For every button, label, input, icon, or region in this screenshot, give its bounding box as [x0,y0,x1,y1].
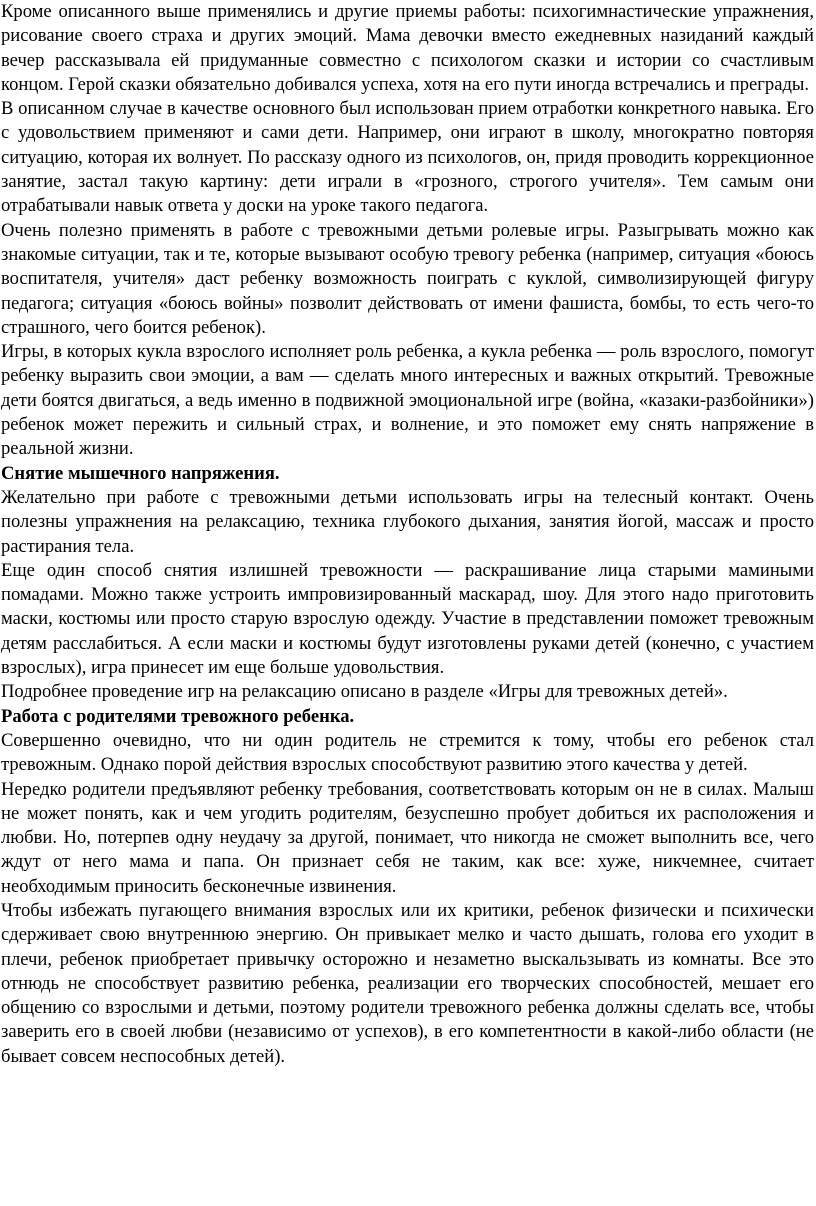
heading-muscle-tension: Снятие мышечного напряжения. [1,462,280,484]
paragraph-child-restraint: Чтобы избежать пугающего внимания взрослых или их критики, ребенок физически и психически сдерживает свою внутреннюю энергию. Он привыкает мелко и часто дышать, голова его уходит в плечи, ребенок приобретает привычку осторожно и незаметно выскальзывать из комнаты. Все это отнюдь не способствует развитию ребенка, реализации его творческих способностей, мешает его общению со взрослыми и детьми, поэтому родители тревожного ребенка должны сделать все, чтобы заверить его в своей любви (независимо от успехов), в его компетентности в какой-либо области (не бывает совсем неспособных детей). [1,899,814,1067]
paragraph-body-contact: Желательно при работе с тревожными детьми использовать игры на телесный контакт. Очень полезны упражнения на релаксацию, техника глубокого дыхания, занятия йогой, массаж и просто растирания тела. [1,486,814,557]
paragraph-face-painting: Еще один способ снятия излишней тревожности — раскрашивание лица старыми мамиными помадами. Можно также устроить импровизированный маскарад, шоу. Для этого надо приготовить маски, костюмы или просто старую взрослую одежду. Участие в представлении поможет тревожным детям расслабиться. А если маски и костюмы будут изготовлены руками детей (конечно, с участием взрослых), игра принесет им еще больше удовольствия. [1,559,814,679]
paragraph-parents-demands: Нередко родители предъявляют ребенку требования, соответствовать которым он не в силах. Малыш не может понять, как и чем угодить родителям, безуспешно пробует добиться их расположения и любви. Но, потерпев одну неудачу за другой, понимает, что никогда не сможет выполнить все, чего ждут от него мама и папа. Он признает себя не таким, как все: хуже, никчемнее, считает необходимым приносить бесконечные извинения. [1,778,814,897]
heading-work-with-parents: Работа с родителями тревожного ребенка. [1,705,355,727]
paragraph-relaxation-games: Подробнее проведение игр на релаксацию описано в разделе «Игры для тревожных детей». [1,681,728,703]
paragraph-role-play: Очень полезно применять в работе с тревожными детьми ролевые игры. Разыгрывать можно как знакомые ситуации, так и те, которые вызывают особую тревогу ребенка (например, ситуация «боюсь воспитателя, учителя» даст ребенку возможность поиграть с куклой, символизирующей фигуру педагога; ситуация «боюсь войны» позволит действовать от имени фашиста, бомбы, то есть чего-то страшного, чего боится ребенок). [1,219,814,338]
paragraph-parents-intent: Совершенно очевидно, что ни один родитель не стремится к тому, чтобы его ребенок стал тревожным. Однако порой действия взрослых способствуют развитию этого качества у детей. [1,729,814,776]
paragraph-puppet-games: Игры, в которых кукла взрослого исполняет роль ребенка, а кукла ребенка — роль взрослого, помогут ребенку выразить свои эмоции, а вам — сделать много интересных и важных открытий. Тревожные дети боятся двигаться, а ведь именно в подвижной эмоциональной игре (война, «казаки-разбойники») ребенок может пережить и сильный страх, и волнение, и это поможет ему снять напряжение в реальной жизни. [1,341,814,460]
paragraph-skill-practice: В описанном случае в качестве основного был использован прием отработки конкретного навыка. Его с удовольствием применяют и сами дети. Например, они играют в школу, многократно повторяя ситуацию, которая их волнует. По рассказу одного из психологов, он, придя проводить коррекционное занятие, застал такую картину: дети играли в «грозного, строгого учителя». Тем самым они отрабатывали навык ответа у доски на уроке такого педагога. [1,98,814,217]
paragraph-other-techniques: Кроме описанного выше применялись и другие приемы работы: психогимнастические упражнения, рисование своего страха и других эмоций. Мама девочки вместо ежедневных назиданий каждый вечер рассказывала ей придуманные совместно с психологом сказки и истории со счастливым концом. Герой сказки обязательно добивался успеха, хотя на его пути иногда встречались и преграды. [1,1,814,95]
